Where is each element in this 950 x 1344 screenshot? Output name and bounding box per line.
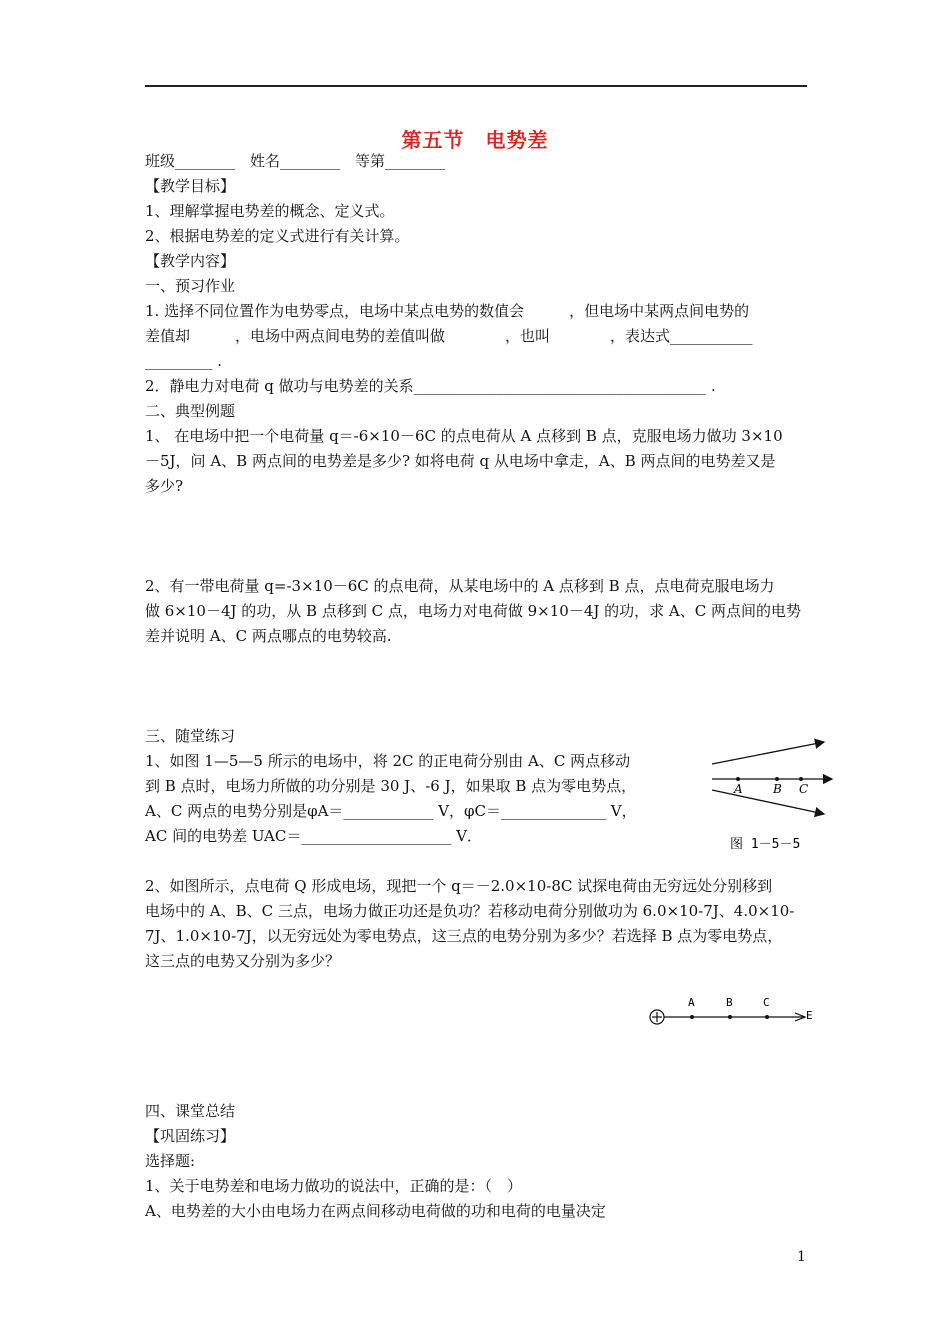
practice2-line4: 这三点的电势又分别为多少？ — [145, 952, 341, 970]
choice-heading: 选择题: — [145, 1152, 196, 1170]
preview-q1-line2: 差值却 ，电场中两点间电势的差值叫做 ，也叫 ，表达式___________ — [145, 327, 753, 345]
exercise1-option-a: A、电势差的大小由电场力在两点间移动电荷做的功和电荷的电量决定 — [145, 1202, 606, 1220]
practice1-line4: AC 间的电势差 UAC＝____________________ V． — [145, 827, 482, 845]
figure-point-charge — [645, 993, 820, 1033]
exercise1-question: 1、关于电势差和电场力做功的说法中，正确的是：（ ） — [145, 1177, 523, 1195]
label-b: B — [726, 996, 733, 1009]
goal-1: 1、理解掌握电势差的概念、定义式。 — [145, 202, 395, 220]
subheading-preview: 一、预习作业 — [145, 277, 236, 295]
label-b: B — [773, 782, 782, 796]
page-title: 第五节 电势差 — [401, 128, 549, 152]
example1-line3: 多少? — [145, 477, 184, 495]
label-e: E — [806, 1009, 813, 1022]
header-rule — [145, 85, 807, 87]
preview-q1-line3: _________ . — [145, 352, 223, 370]
point-c — [799, 777, 803, 781]
section-heading-exercises: 【巩固练习】 — [145, 1127, 236, 1145]
practice1-line1: 1、如图 1—5—5 所示的电场中，将 2C 的正电荷分别由 A、C 两点移动 — [145, 752, 631, 770]
section-heading-goals: 【教学目标】 — [145, 177, 236, 195]
subheading-examples: 二、典型例题 — [145, 402, 236, 420]
example1-line1: 1、 在电场中把一个电荷量 q＝-6×10－6C 的点电荷从 A 点移到 B 点，克服电场力做功 3×10 — [145, 427, 783, 445]
figure-field-lines — [706, 738, 836, 858]
practice2-line3: 7J、1.0×10-7J，以无穷远处为零电势点，这三点的电势分别为多少？若选择 B 点为零电势点， — [145, 927, 783, 945]
preview-q2: 2．静电力对电荷 q 做功与电势差的关系_______________________________________ . — [145, 377, 716, 395]
example2-line3: 差并说明 A、C 两点哪点的电势较高. — [145, 627, 392, 645]
field-line-upper — [712, 742, 824, 764]
practice2-line2: 电场中的 A、B、C 三点，电场力做正功还是负功？若移动电荷分别做功为 6.0×10-7J、4.0×10- — [145, 902, 795, 920]
section-heading-content: 【教学内容】 — [145, 252, 236, 270]
page-number: 1 — [797, 1249, 806, 1265]
label-c: C — [799, 782, 809, 796]
point-b — [775, 777, 779, 781]
practice1-line2: 到 B 点时，电场力所做的功分别是 30 J、-6 J，如果取 B 点为零电势点， — [145, 777, 637, 795]
practice1-line3: A、C 两点的电势分别是φA＝____________ V，φC＝______________ V， — [145, 802, 637, 820]
goal-2: 2、根据电势差的定义式进行有关计算。 — [145, 227, 410, 245]
practice2-line1: 2、如图所示，点电荷 Q 形成电场，现把一个 q＝－2.0×10-8C 试探电荷由无穷远处分别移到 — [145, 877, 773, 895]
figure-caption: 图 1－5－5 — [730, 837, 801, 852]
point-a — [736, 777, 740, 781]
label-a: A — [734, 782, 743, 796]
preview-q1-line1: 1. 选择不同位置作为电势零点，电场中某点电势的数值会 ，但电场中某两点间电势的 — [145, 302, 750, 320]
subheading-summary: 四、课堂总结 — [145, 1102, 236, 1120]
class-name-rank-line: 班级________ 姓名________ 等第________ — [145, 152, 446, 170]
example2-line2: 做 6×10－4J 的功，从 B 点移到 C 点，电场力对电荷做 9×10－4J 的功，求 A、C 两点间的电势 — [145, 602, 802, 620]
example2-line1: 2、有一带电荷量 q=-3×10－6C 的点电荷，从某电场中的 A 点移到 B 点，点电荷克服电场力 — [145, 577, 775, 595]
label-c: C — [763, 996, 770, 1009]
label-a: A — [688, 996, 695, 1009]
subheading-practice: 三、随堂练习 — [145, 727, 236, 745]
example1-line2: －5J，问 A、B 两点间的电势差是多少? 如将电荷 q 从电场中拿走，A、B 两点间的电势差又是 — [145, 452, 776, 470]
